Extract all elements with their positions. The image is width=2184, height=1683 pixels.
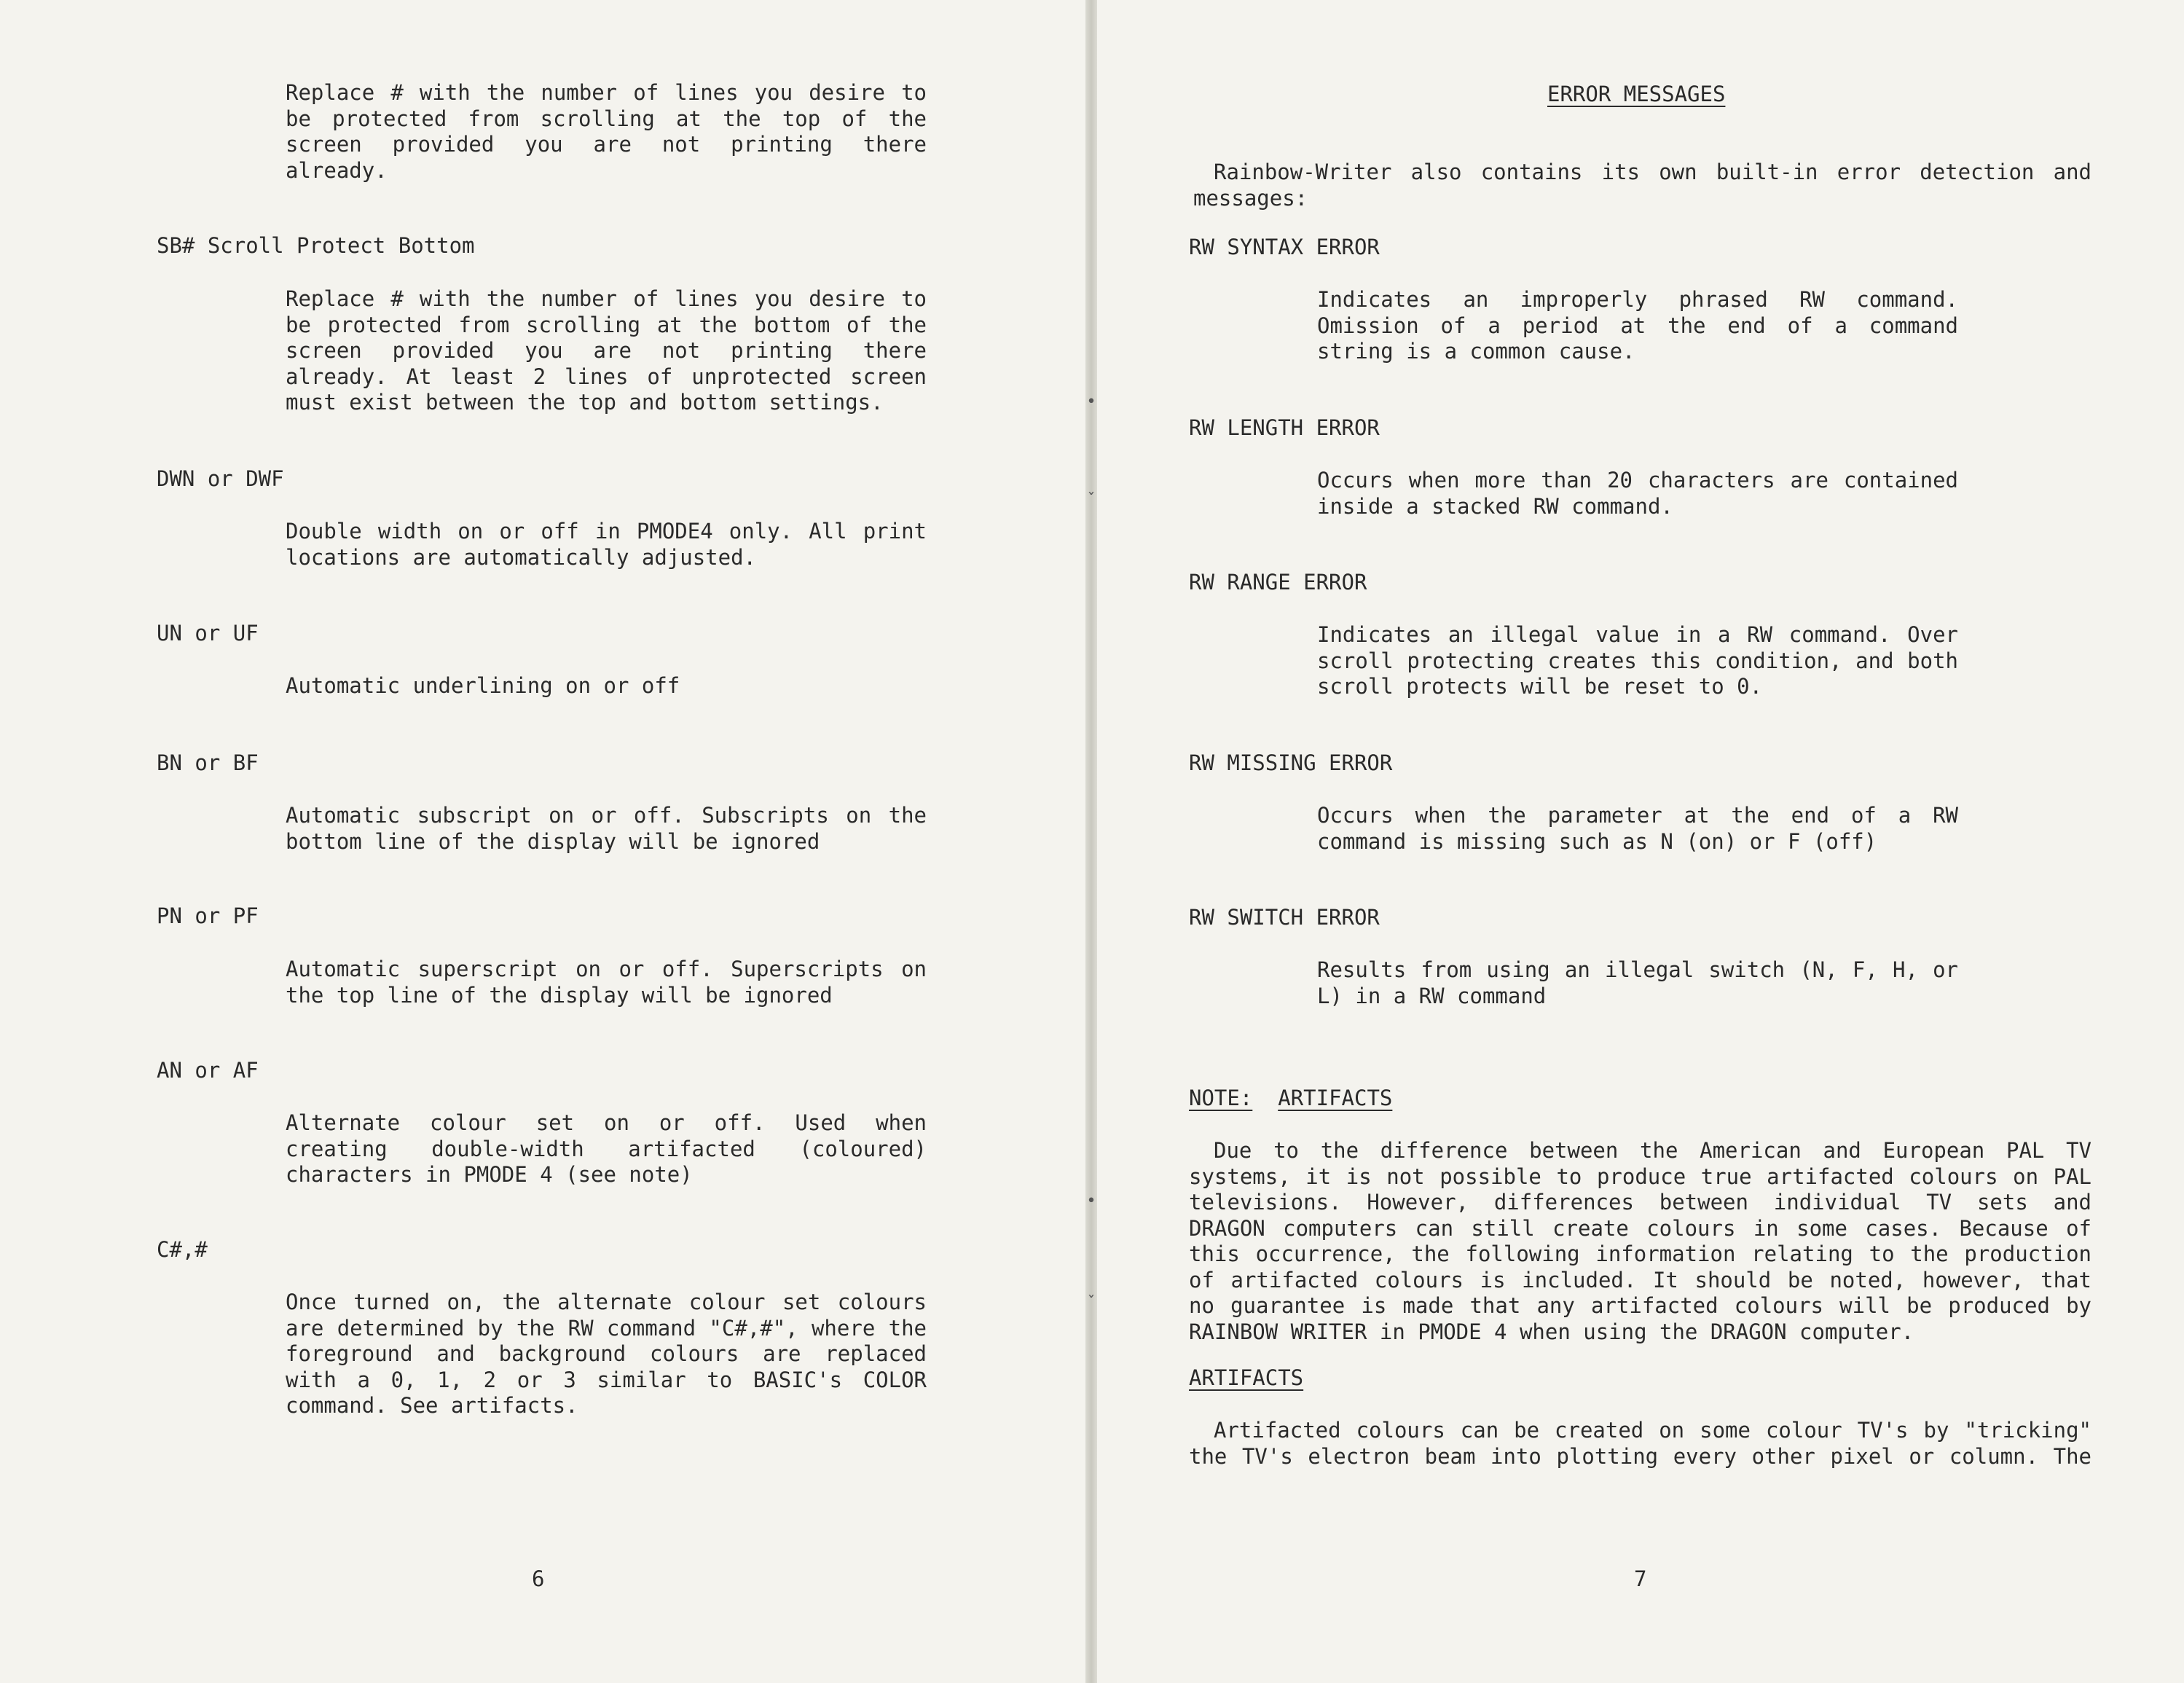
missing-error-description bbox=[1317, 803, 1958, 855]
switch-error-term: RW SWITCH ERROR bbox=[1189, 905, 1380, 930]
page-number: 7 bbox=[1634, 1566, 1647, 1591]
c-term: C#,# bbox=[157, 1237, 208, 1262]
error-intro bbox=[1193, 160, 2091, 211]
text-line: Indicates an illegal value in a RW command. Over bbox=[1317, 622, 1958, 647]
dwn-description bbox=[286, 519, 927, 570]
missing-error-term: RW MISSING ERROR bbox=[1189, 750, 1393, 775]
text-line: are determined by the RW command "C#,#", where the bbox=[286, 1315, 927, 1341]
note-heading: NOTE: bbox=[1189, 1086, 1253, 1110]
text-line: Due to the difference between the American and European PAL TV bbox=[1214, 1138, 2091, 1163]
range-error-term: RW RANGE ERROR bbox=[1189, 570, 1367, 595]
staple-mark: • bbox=[1086, 1192, 1096, 1210]
text-line: be protected from scrolling at the top of the bbox=[286, 106, 927, 131]
text-line: RAINBOW WRITER in PMODE 4 when using the DRAGON computer. bbox=[1189, 1319, 1914, 1344]
text-line: no guarantee is made that any artifacted colours will be produced by bbox=[1189, 1293, 2091, 1318]
text-line: screen provided you are not printing there bbox=[286, 338, 927, 363]
st-description bbox=[286, 80, 927, 184]
syntax-error-term: RW SYNTAX ERROR bbox=[1189, 235, 1380, 259]
text-line: Replace # with the number of lines you desire to bbox=[286, 80, 927, 105]
bn-description bbox=[286, 803, 927, 855]
text-line: command. See artifacts. bbox=[286, 1393, 578, 1418]
text-line: Automatic subscript on or off. Subscripts on the bbox=[286, 803, 927, 828]
text-line: Indicates an improperly phrased RW command. bbox=[1317, 287, 1958, 312]
note-subheading: ARTIFACTS bbox=[1278, 1086, 1393, 1110]
text-line: be protected from scrolling at the bottom of the bbox=[286, 312, 927, 337]
text-line: Once turned on, the alternate colour set colours bbox=[286, 1290, 927, 1314]
text-line: systems, it is not possible to produce true artifacted colours on PAL bbox=[1189, 1164, 2091, 1189]
text-line: Automatic superscript on or off. Superscripts on bbox=[286, 957, 927, 981]
text-line: already. At least 2 lines of unprotected screen bbox=[286, 364, 927, 389]
text-line: Artifacted colours can be created on some colour TV's by "tricking" bbox=[1214, 1418, 2091, 1443]
note-body bbox=[1189, 1138, 2091, 1345]
staple-mark: ˇ bbox=[1086, 1294, 1096, 1312]
text-line: DRAGON computers can still create colours in some cases. Because of bbox=[1189, 1215, 2091, 1241]
text-line: L) in a RW command bbox=[1317, 983, 1547, 1008]
text-line: string is a common cause. bbox=[1317, 339, 1635, 364]
un-description bbox=[286, 673, 927, 699]
text-line: the TV's electron beam into plotting every other pixel or column. The bbox=[1189, 1443, 2091, 1469]
text-line: the top line of the display will be ignored bbox=[286, 982, 833, 1008]
text-line: creating double-width artifacted (coloured) bbox=[286, 1136, 927, 1161]
page-number: 6 bbox=[532, 1566, 545, 1591]
bn-term: BN or BF bbox=[157, 750, 259, 775]
range-error-description bbox=[1317, 622, 1958, 700]
page-7 bbox=[1097, 0, 2184, 1683]
text-line: characters in PMODE 4 (see note) bbox=[286, 1162, 693, 1187]
syntax-error-description bbox=[1317, 287, 1958, 365]
text-line: this occurrence, the following information relating to the production bbox=[1189, 1241, 2091, 1266]
text-line: Replace # with the number of lines you desire to bbox=[286, 286, 927, 311]
text-line: screen provided you are not printing there bbox=[286, 132, 927, 157]
text-line: televisions. However, differences between individual TV sets and bbox=[1189, 1190, 2091, 1215]
binding-gutter bbox=[1085, 0, 1097, 1683]
artifacts-body bbox=[1189, 1418, 2091, 1470]
error-messages-heading: ERROR MESSAGES bbox=[1547, 82, 1726, 106]
text-line: Occurs when the parameter at the end of a RW bbox=[1317, 803, 1958, 828]
text-line: Omission of a period at the end of a command bbox=[1317, 313, 1958, 338]
c-description bbox=[286, 1290, 927, 1419]
switch-error-description bbox=[1317, 957, 1958, 1009]
artifacts-heading: ARTIFACTS bbox=[1189, 1365, 1304, 1390]
text-line: scroll protecting creates this condition, and both bbox=[1317, 648, 1958, 673]
text-line: messages: bbox=[1193, 185, 1308, 211]
text-line: Occurs when more than 20 characters are contained bbox=[1317, 468, 1958, 493]
text-line: command is missing such as N (on) or F (off) bbox=[1317, 828, 1877, 854]
text-line: Results from using an illegal switch (N, F, H, or bbox=[1317, 957, 1958, 982]
page-6 bbox=[0, 0, 1085, 1683]
text-line: inside a stacked RW command. bbox=[1317, 493, 1673, 519]
text-line: scroll protects will be reset to 0. bbox=[1317, 674, 1763, 699]
text-line: Automatic underlining on or off bbox=[286, 673, 680, 698]
an-term: AN or AF bbox=[157, 1058, 259, 1083]
text-line: foreground and background colours are replaced bbox=[286, 1341, 927, 1366]
text-line: Double width on or off in PMODE4 only. All print bbox=[286, 519, 927, 544]
sb-term: SB# Scroll Protect Bottom bbox=[157, 233, 475, 258]
text-line: must exist between the top and bottom settings. bbox=[286, 390, 884, 415]
un-term: UN or UF bbox=[157, 621, 259, 646]
staple-mark: • bbox=[1086, 393, 1096, 411]
text-line: Alternate colour set on or off. Used when bbox=[286, 1110, 927, 1135]
pn-term: PN or PF bbox=[157, 903, 259, 928]
note-heading-row bbox=[1189, 1086, 1392, 1112]
text-line: already. bbox=[286, 157, 388, 183]
length-error-description bbox=[1317, 468, 1958, 519]
text-line: Rainbow-Writer also contains its own built-in error detection and bbox=[1214, 160, 2091, 184]
text-line: of artifacted colours is included. It should be noted, however, that bbox=[1189, 1267, 2091, 1292]
sb-description bbox=[286, 286, 927, 416]
pn-description bbox=[286, 957, 927, 1008]
an-description bbox=[286, 1110, 927, 1188]
text-line: with a 0, 1, 2 or 3 similar to BASIC's COLOR bbox=[286, 1367, 927, 1392]
text-line: locations are automatically adjusted. bbox=[286, 544, 757, 570]
length-error-term: RW LENGTH ERROR bbox=[1189, 415, 1380, 440]
dwn-term: DWN or DWF bbox=[157, 466, 284, 491]
staple-mark: ˇ bbox=[1086, 491, 1096, 509]
text-line: bottom line of the display will be ignored bbox=[286, 828, 820, 854]
